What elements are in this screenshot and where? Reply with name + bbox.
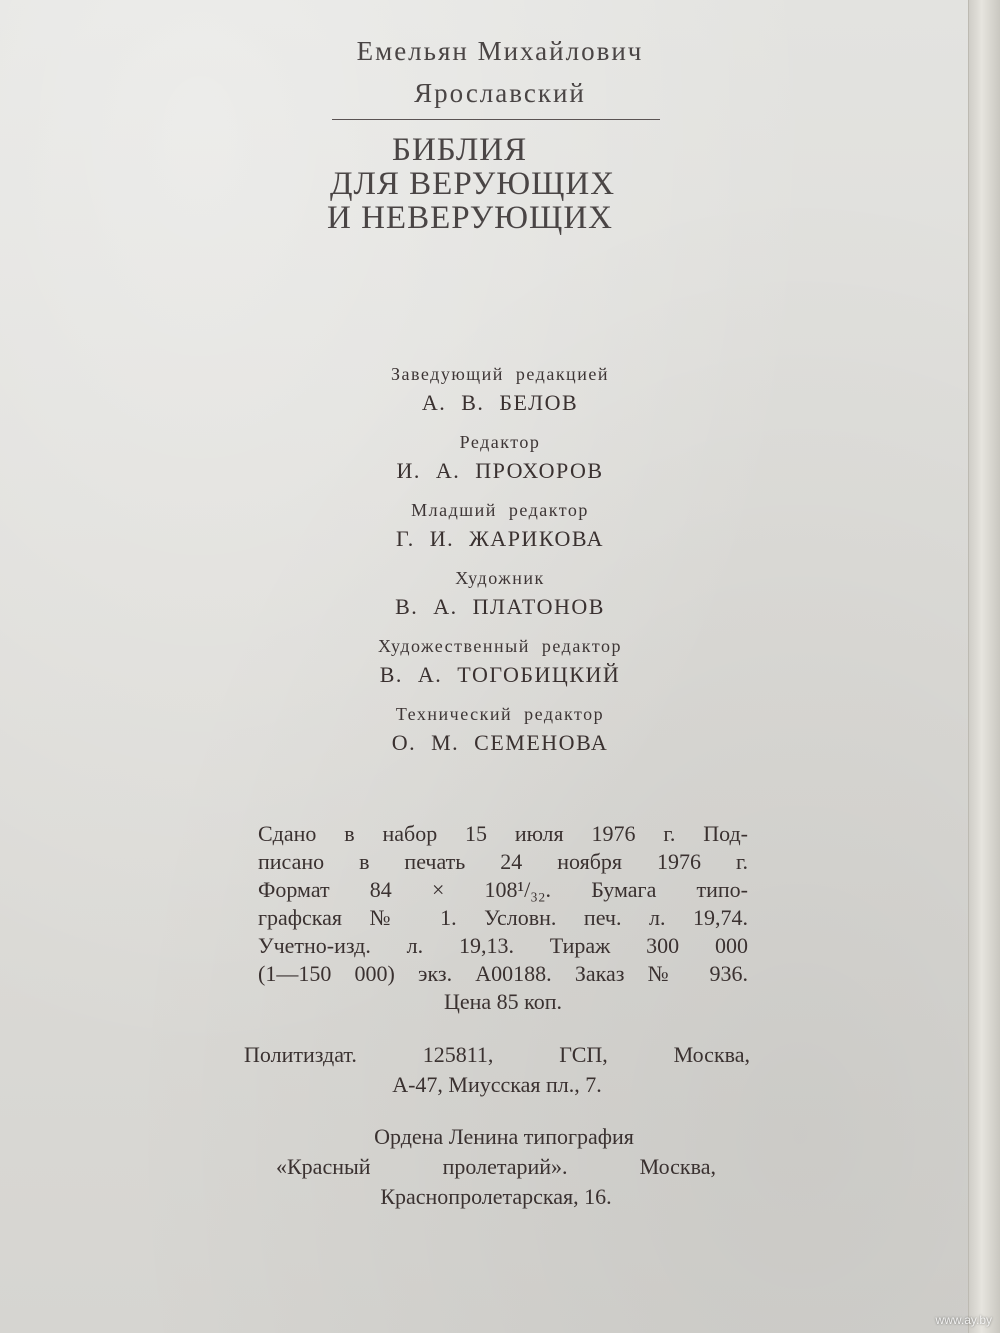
credit-role: Технический редактор xyxy=(395,704,605,724)
credit-role: Художественный редактор xyxy=(378,636,622,656)
credit-name: О. М. СЕМЕНОВА xyxy=(391,730,609,755)
title-divider xyxy=(332,119,660,120)
credit-entry xyxy=(290,360,710,418)
editorial-credits xyxy=(290,360,710,768)
printer-line-2: «Красный пролетарий». Москва, xyxy=(276,1154,716,1179)
credit-name: В. А. ПЛАТОНОВ xyxy=(395,594,605,619)
author-first-names: Емельян Михайлович xyxy=(356,36,644,66)
print-imprint xyxy=(258,820,748,1016)
publisher-address xyxy=(244,1040,750,1100)
imprint-line: писано в печать 24 ноября 1976 г. xyxy=(258,849,748,874)
title-line-2: ДЛЯ ВЕРУЮЩИХ xyxy=(330,166,616,202)
credit-role: Редактор xyxy=(459,432,541,452)
imprint-line: Учетно-изд. л. 19,13. Тираж 300 000 xyxy=(258,933,748,958)
next-page-edge xyxy=(968,0,1000,1333)
book-title xyxy=(322,133,682,235)
printer-line-1: Ордена Ленина типография xyxy=(374,1124,634,1149)
printer-address xyxy=(276,1122,716,1212)
imprint-line: Формат 84 × 108¹/₃₂. Бумага типо- xyxy=(258,877,748,902)
credit-name: А. В. БЕЛОВ xyxy=(421,390,579,415)
credit-entry xyxy=(290,496,710,554)
credit-entry xyxy=(290,428,710,486)
credit-entry xyxy=(290,632,710,690)
author-surname: Ярославский xyxy=(414,78,586,108)
publisher-line-1: Политиздат. 125811, ГСП, Москва, xyxy=(244,1042,750,1067)
publisher-line-2: А-47, Миусская пл., 7. xyxy=(392,1072,602,1097)
credit-entry xyxy=(290,564,710,622)
credit-role: Заведующий редакцией xyxy=(391,364,609,384)
credit-role: Младший редактор xyxy=(411,500,589,520)
author-name xyxy=(300,30,700,114)
price-line: Цена 85 коп. xyxy=(443,989,563,1014)
credit-name: В. А. ТОГОБИЦКИЙ xyxy=(379,662,621,687)
imprint-line: (1—150 000) экз. А00188. Заказ № 936. xyxy=(258,961,748,986)
credit-role: Художник xyxy=(455,568,545,588)
credit-entry xyxy=(290,700,710,758)
imprint-line: Сдано в набор 15 июля 1976 г. Под- xyxy=(258,821,748,846)
credit-name: И. А. ПРОХОРОВ xyxy=(396,458,604,483)
title-line-3: И НЕВЕРУЮЩИХ xyxy=(327,200,614,236)
imprint-line: графская № 1. Условн. печ. л. 19,74. xyxy=(258,905,748,930)
title-line-1: БИБЛИЯ xyxy=(392,132,528,168)
credit-name: Г. И. ЖАРИКОВА xyxy=(395,526,605,551)
site-watermark: www.ay.by xyxy=(935,1313,992,1327)
printer-line-3: Краснопролетарская, 16. xyxy=(380,1184,612,1209)
